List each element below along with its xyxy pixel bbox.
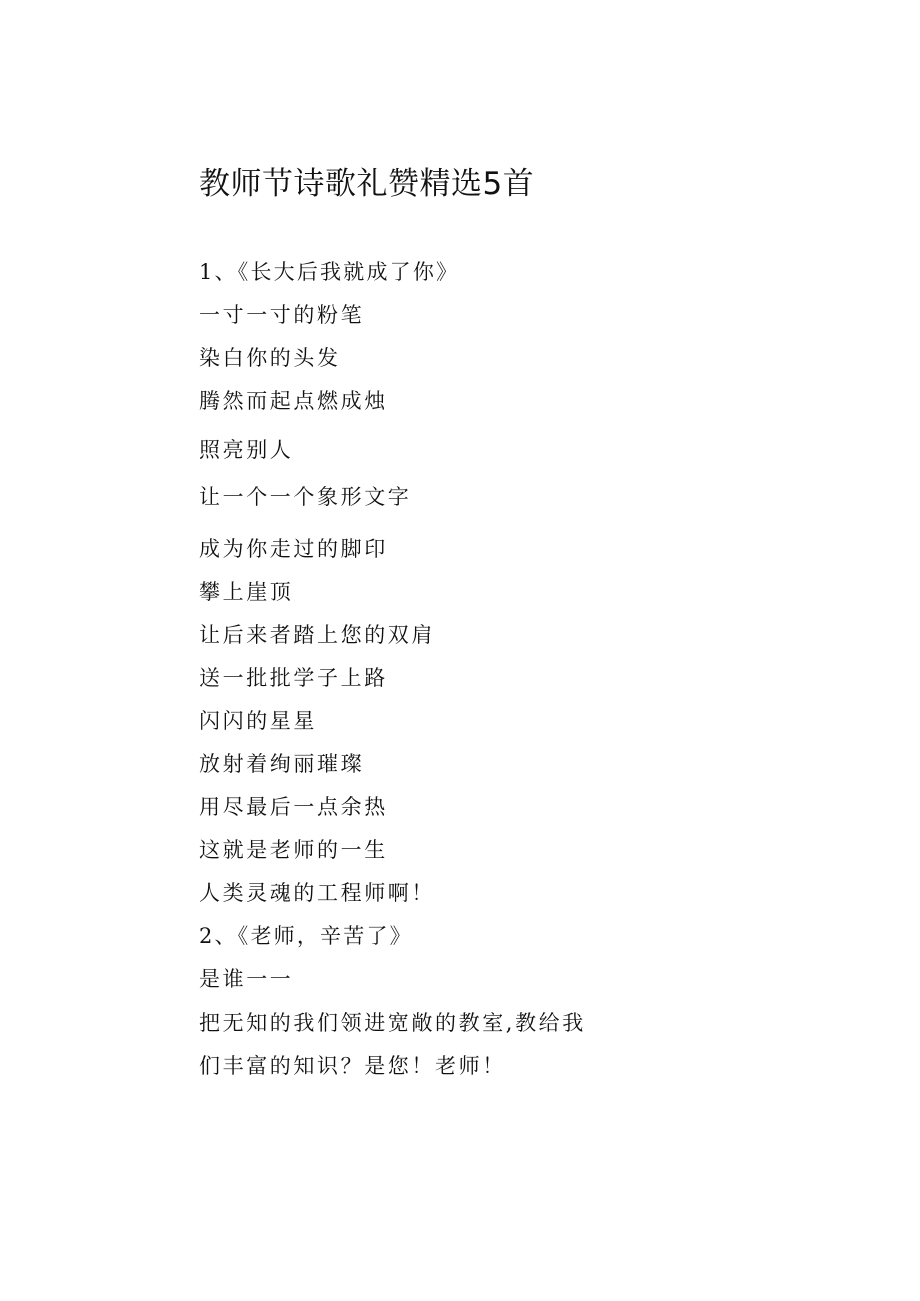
poem-heading-1: 1、《长大后我就成了你》 [199, 260, 460, 284]
poem-line: 们丰富的知识？是您！老师！ [199, 1054, 506, 1078]
document-title: 教师节诗歌礼赞精选5首 [199, 166, 535, 202]
poem-line: 腾然而起点燃成烛 [199, 389, 388, 413]
poem-line: 一寸一寸的粉笔 [199, 303, 365, 327]
poem-line: 成为你走过的脚印 [199, 537, 388, 561]
poem-line: 送一批批学子上路 [199, 666, 388, 690]
poem-line: 人类灵魂的工程师啊！ [199, 881, 435, 905]
poem-line: 用尽最后一点余热 [199, 795, 388, 819]
poem-line: 照亮别人 [199, 438, 294, 462]
poem-line: 是谁一一 [199, 967, 294, 991]
poem-line: 染白你的头发 [199, 346, 341, 370]
poem-line: 让后来者踏上您的双肩 [199, 623, 435, 647]
poem-line: 攀上崖顶 [199, 580, 294, 604]
poem-line: 闪闪的星星 [199, 709, 317, 733]
poem-line: 放射着绚丽璀璨 [199, 752, 365, 776]
poem-line: 让一个一个象形文字 [199, 485, 412, 509]
poem-heading-2: 2、《老师，辛苦了》 [199, 924, 413, 948]
poem-line: 把无知的我们领进宽敞的教室,教给我 [199, 1011, 586, 1035]
poem-line: 这就是老师的一生 [199, 838, 388, 862]
